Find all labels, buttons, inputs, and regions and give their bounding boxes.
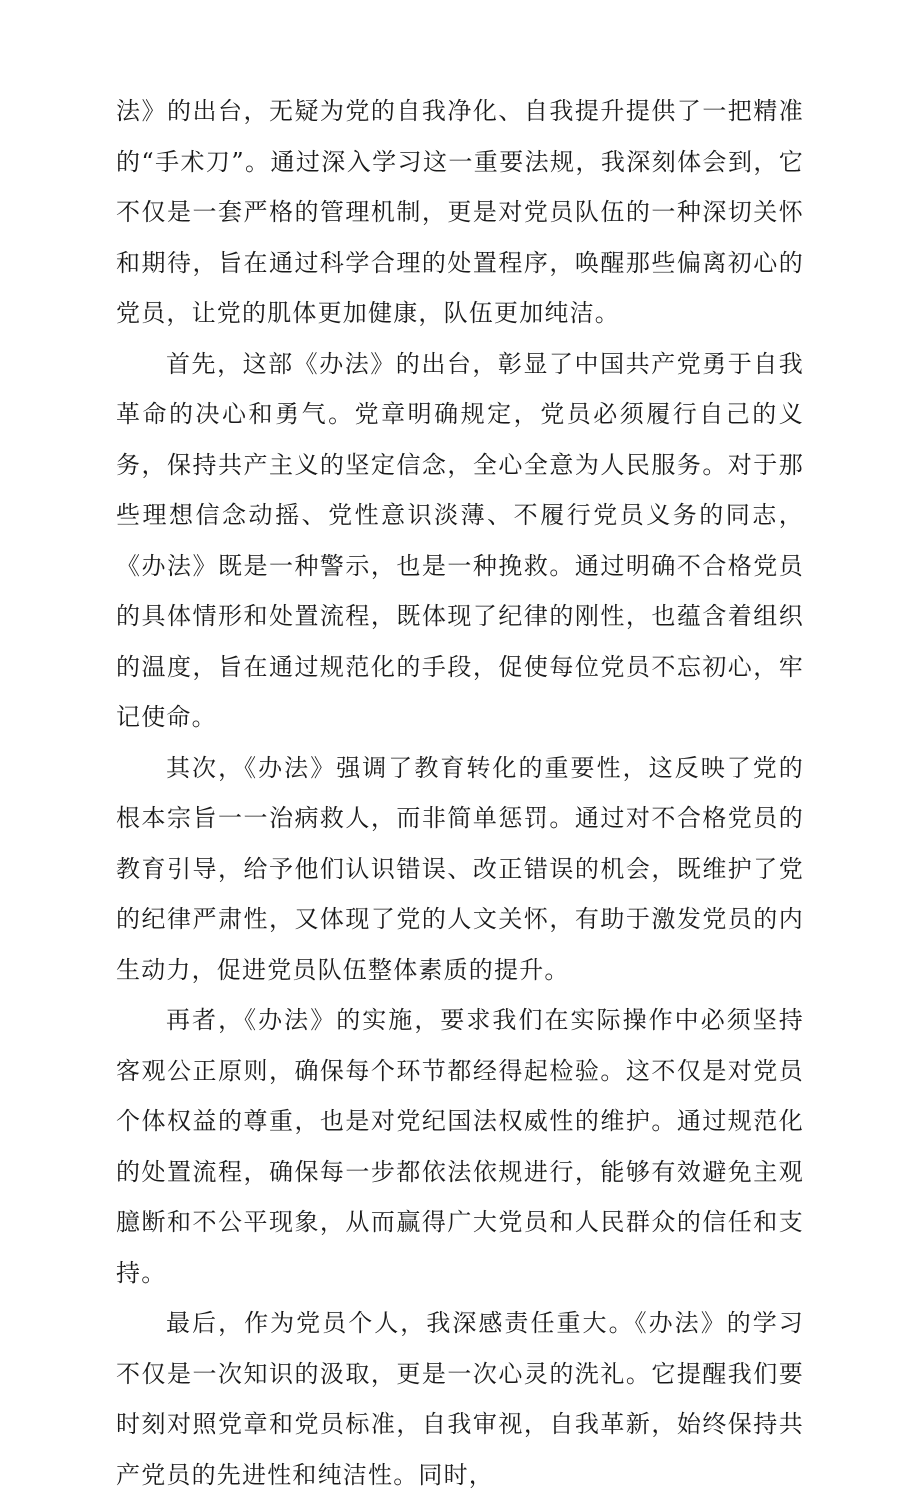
- paragraph-5: 最后，作为党员个人，我深感责任重大。《办法》的学习不仅是一次知识的汲取，更是一次心灵的洗礼。它提醒我们要时刻对照党章和党员标准，自我审视，自我革新，始终保持共产党员的先进性和纯洁性。同时，: [116, 1309, 804, 1489]
- paragraph-2: 首先，这部《办法》的出台，彰显了中国共产党勇于自我革命的决心和勇气。党章明确规定，党员必须履行自己的义务，保持共产主义的坚定信念，全心全意为人民服务。对于那些理想信念动摇、党性意识淡薄、不履行党员义务的同志，《办法》既是一种警示，也是一种挽救。通过明确不合格党员的具体情形和处置流程，既体现了纪律的刚性，也蕴含着组织的温度，旨在通过规范化的手段，促使每位党员不忘初心，牢记使命。: [116, 349, 804, 731]
- paragraph-4: 再者，《办法》的实施，要求我们在实际操作中必须坚持客观公正原则，确保每个环节都经得起检验。这不仅是对党员个体权益的尊重，也是对党纪国法权威性的维护。通过规范化的处置流程，确保每一步都依法依规进行，能够有效避免主观臆断和不公平现象，从而赢得广大党员和人民群众的信任和支持。: [116, 1006, 804, 1287]
- document-page: [116, 86, 804, 1500]
- paragraph-3: 其次，《办法》强调了教育转化的重要性，这反映了党的根本宗旨一一治病救人，而非简单惩罚。通过对不合格党员的教育引导，给予他们认识错误、改正错误的机会，既维护了党的纪律严肃性，又体现了党的人文关怀，有助于激发党员的内生动力，促进党员队伍整体素质的提升。: [116, 753, 804, 984]
- paragraph-1: 法》的出台，无疑为党的自我净化、自我提升提供了一把精准的“手术刀”。通过深入学习这一重要法规，我深刻体会到，它不仅是一套严格的管理机制，更是对党员队伍的一种深切关怀和期待，旨在通过科学合理的处置程序，唤醒那些偏离初心的党员，让党的肌体更加健康，队伍更加纯洁。: [116, 97, 804, 327]
